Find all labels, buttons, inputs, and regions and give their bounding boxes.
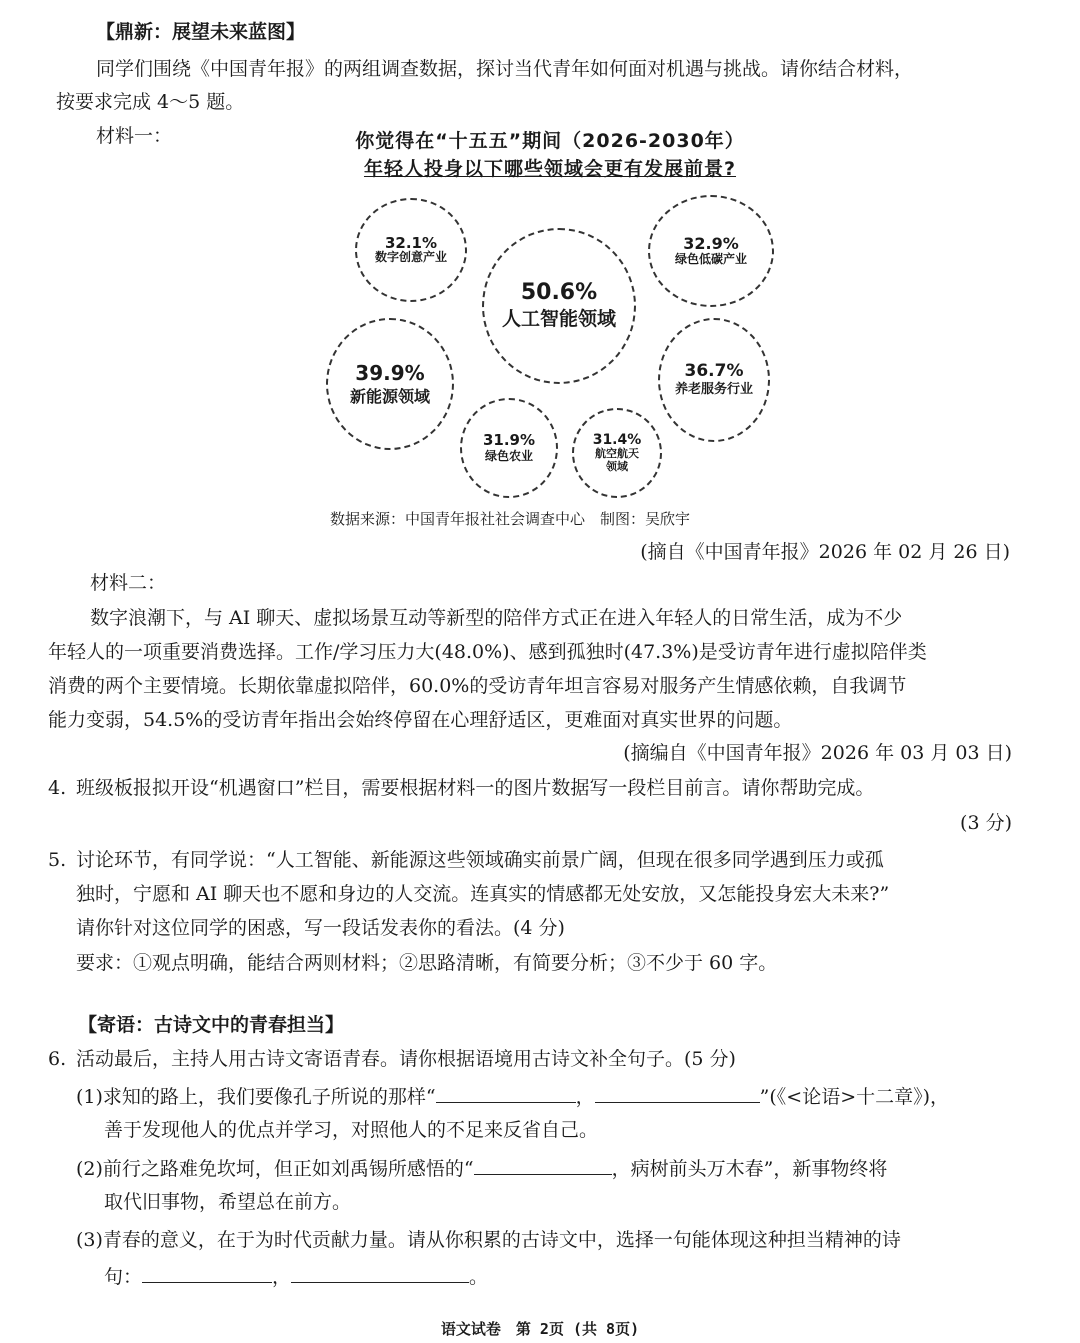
bubble-value: 31.4%: [592, 431, 642, 448]
intro-line-2: 按要求完成 4～5 题。: [56, 91, 245, 113]
chart-title-line1: 你觉得在“十五五”期间（2026-2030年）: [355, 130, 745, 152]
q6-part3-sep: ，: [272, 1266, 292, 1288]
q6-part3-end: 。: [469, 1266, 489, 1288]
material2-citation: (摘编自《中国青年报》2026 年 03 月 03 日): [623, 742, 1012, 764]
q6-part2-line2: 取代旧事物，希望总在前方。: [104, 1191, 352, 1213]
q5-line-1: 讨论环节，有同学说：“人工智能、新能源这些领域确实前景广阔，但现在很多同学遇到压力或孤: [76, 849, 884, 871]
q6-part3-blank-1[interactable]: [142, 1264, 272, 1283]
q6-part1-line2: 善于发现他人的优点并学习，对照他人的不足来反省自己。: [104, 1119, 599, 1141]
bubble-green-lowcarbon: [648, 195, 774, 307]
material2-label: 材料二：: [90, 572, 167, 594]
intro-line-1: 同学们围绕《中国青年报》的两组调查数据，探讨当代青年如何面对机遇与挑战。请你结合材料，: [96, 58, 914, 80]
q6-part1-prefix: (1)求知的路上，我们要像孔子所说的那样“: [76, 1086, 436, 1108]
bubble-value: 50.6%: [520, 279, 598, 305]
bubble-value: 32.1%: [384, 233, 438, 252]
bubble-label: 绿色农业: [484, 449, 533, 464]
q5-number: 5.: [48, 849, 67, 871]
q5-line-2: 独时，宁愿和 AI 聊天也不愿和身边的人交流。连真实的情感都无处安放，又怎能投身宏大未来?”: [76, 883, 890, 905]
q5-line-3: 请你针对这位同学的困惑，写一段话发表你的看法。(4 分): [76, 917, 565, 939]
q6-part3-prefix: 句：: [104, 1266, 143, 1288]
material2-line-4: 能力变弱，54.5%的受访青年指出会始终停留在心理舒适区，更难面对真实世界的问题。: [48, 709, 793, 731]
q6-part1-blank-2[interactable]: [595, 1084, 760, 1103]
q6-part3-line2: [104, 1264, 488, 1289]
bubble-label: 新能源领域: [349, 386, 430, 406]
q4-text: 班级板报拟开设“机遇窗口”栏目，需要根据材料一的图片数据写一段栏目前言。请你帮助完成。: [76, 777, 875, 799]
bubble-new-energy: [326, 318, 454, 450]
q4-number: 4.: [48, 777, 67, 799]
material2-line-1: 数字浪潮下，与 AI 聊天、虚拟场景互动等新型的陪伴方式正在进入年轻人的日常生活，成为不少: [90, 607, 903, 629]
bubble-value: 32.9%: [683, 234, 739, 254]
bubble-label: 养老服务行业: [674, 382, 753, 398]
q6-part1-blank-1[interactable]: [436, 1084, 576, 1103]
bubble-elderly-care: [658, 318, 770, 442]
chart-source: 数据来源：中国青年报社社会调查中心 制图：吴欣宇: [330, 510, 691, 528]
q6-part2-suffix: ，病树前头万木春”，新事物终将: [611, 1158, 888, 1180]
q6-part2-line1: [76, 1156, 887, 1181]
bubble-label-2: 领域: [606, 459, 628, 473]
bubble-label: 绿色低碳产业: [674, 251, 747, 266]
q6-part3-blank-2[interactable]: [291, 1264, 469, 1283]
q6-number: 6.: [48, 1048, 67, 1070]
bubble-value: 39.9%: [355, 360, 425, 385]
bubble-aerospace: [572, 408, 662, 498]
q6-part1-sep: ，: [575, 1086, 595, 1108]
q6-part1-line1: [76, 1084, 949, 1109]
material2-line-2: 年轻人的一项重要消费选择。工作/学习压力大(48.0%)、感到孤独时(47.3%)是受访青年进行虚拟陪伴类: [48, 641, 927, 663]
material1-label: 材料一：: [96, 125, 173, 147]
material2-line-3: 消费的两个主要情境。长期依靠虚拟陪伴，60.0%的受访青年坦言容易对服务产生情感依赖，自我调节: [48, 675, 907, 697]
q5-requirements: 要求：①观点明确，能结合两则材料；②思路清晰，有简要分析；③不少于 60 字。: [76, 952, 778, 974]
chart-title-line2: 年轻人投身以下哪些领域会更有发展前景?: [363, 158, 737, 180]
page-footer: 语文试卷 第 2页 (共 8页): [440, 1320, 640, 1338]
bubble-label: 人工智能领域: [501, 308, 616, 331]
q6-part3-line1: (3)青春的意义，在于为时代贡献力量。请从你积累的古诗文中，选择一句能体现这种担当精神的诗: [76, 1229, 901, 1251]
q6-part2-prefix: (2)前行之路难免坎坷，但正如刘禹锡所感悟的“: [76, 1158, 474, 1180]
bubble-green-agriculture: [460, 398, 558, 498]
bubble-digital-creative: [355, 198, 467, 302]
bubble-label: 数字创意产业: [374, 250, 447, 265]
section-heading-1: 【鼎新：展望未来蓝图】: [96, 21, 306, 43]
bubble-value: 31.9%: [482, 430, 536, 449]
q6-part2-blank[interactable]: [474, 1156, 612, 1175]
q6-part1-suffix: ”(《<论语>十二章》)，: [759, 1086, 950, 1108]
section-heading-2: 【寄语：古诗文中的青春担当】: [78, 1014, 345, 1036]
q6-text: 活动最后，主持人用古诗文寄语青春。请你根据语境用古诗文补全句子。(5 分): [76, 1048, 736, 1070]
material1-citation: (摘自《中国青年报》2026 年 02 月 26 日): [640, 541, 1010, 563]
bubble-label: 航空航天: [595, 447, 639, 461]
bubble-ai: [482, 228, 636, 384]
bubble-value: 36.7%: [684, 360, 744, 381]
q4-score: (3 分): [960, 812, 1012, 834]
